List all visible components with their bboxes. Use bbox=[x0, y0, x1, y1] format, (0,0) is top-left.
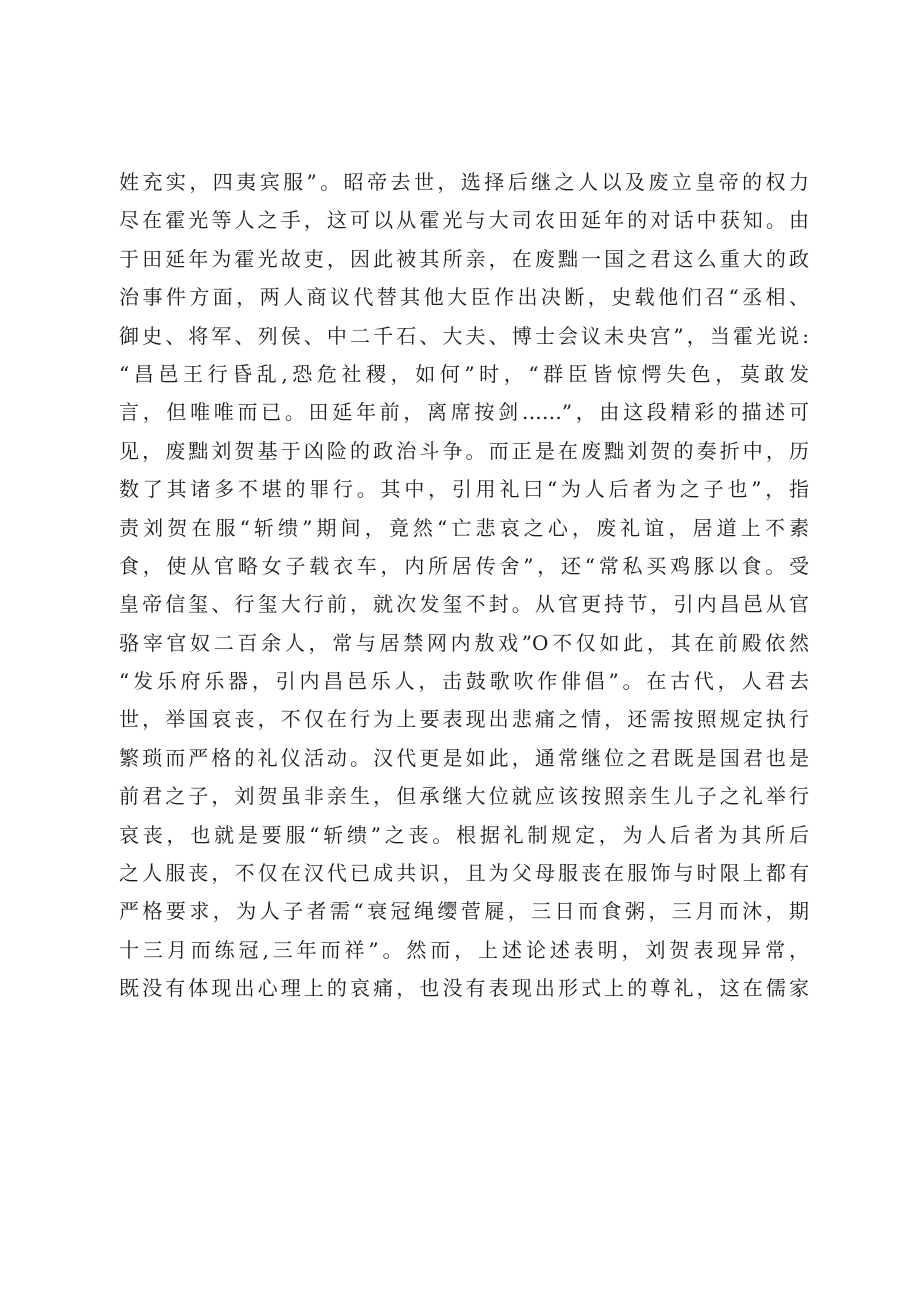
text-line: 严格要求，为人子者需“衰冠绳缨菅屣，三日而食粥，三月而沐，期 bbox=[119, 899, 809, 924]
text-line: 皇帝信玺、行玺大行前，就次发玺不封。从官更持节，引内昌邑从官 bbox=[119, 592, 809, 617]
text-line: 御史、将军、列侯、中二千石、大夫、博士会议未央宫”，当霍光说: bbox=[119, 323, 809, 348]
text-line: 之人服丧，不仅在汉代已成共识，且为父母服丧在服饰与时限上都有 bbox=[119, 861, 809, 886]
text-line: 繁琐而严格的礼仪活动。汉代更是如此，通常继位之君既是国君也是 bbox=[119, 745, 809, 770]
text-line: 责刘贺在服“斩缋”期间，竟然“亡悲哀之心，废礼谊，居道上不素 bbox=[119, 515, 809, 540]
text-line: 数了其诸多不堪的罪行。其中，引用礼曰“为人后者为之子也”，指 bbox=[119, 477, 809, 502]
text-line: 哀丧，也就是要服“斩缋”之丧。根据礼制规定，为人后者为其所后 bbox=[119, 822, 809, 847]
text-line: 于田延年为霍光故吏，因此被其所亲，在废黜一国之君这么重大的政 bbox=[119, 246, 809, 271]
text-line: 食，使从官略女子载衣车，内所居传舍”，还“常私买鸡豚以食。受 bbox=[119, 553, 809, 578]
text-line: 尽在霍光等人之手，这可以从霍光与大司农田延年的对话中获知。由 bbox=[119, 208, 809, 233]
text-line: “昌邑王行昏乱,恐危社稷，如何”时，“群臣皆惊愕失色，莫敢发 bbox=[119, 361, 809, 386]
text-line: 见，废黜刘贺基于凶险的政治斗争。而正是在废黜刘贺的奏折中，历 bbox=[119, 438, 809, 463]
text-line: 姓充实，四夷宾服”。昭帝去世，选择后继之人以及废立皇帝的权力 bbox=[119, 170, 809, 194]
text-line: “发乐府乐器，引内昌邑乐人，击鼓歌吹作俳倡”。在古代，人君去 bbox=[119, 669, 809, 694]
text-line: 言，但唯唯而已。田延年前，离席按剑……”，由这段精彩的描述可 bbox=[119, 400, 809, 425]
body-paragraph bbox=[119, 163, 809, 1008]
text-line: 骆宰官奴二百余人，常与居禁网内敖戏”O不仅如此，其在前殿依然 bbox=[119, 630, 809, 655]
text-line: 十三月而练冠,三年而祥”。然而，上述论述表明，刘贺表现异常， bbox=[119, 937, 809, 962]
text-line: 治事件方面，两人商议代替其他大臣作出决断，史载他们召“丞相、 bbox=[119, 285, 809, 310]
text-line: 前君之子，刘贺虽非亲生，但承继大位就应该按照亲生儿子之礼举行 bbox=[119, 784, 809, 809]
text-line: 既没有体现出心理上的哀痛，也没有表现出形式上的尊礼，这在儒家 bbox=[119, 976, 809, 1001]
text-line: 世，举国哀丧，不仅在行为上要表现出悲痛之情，还需按照规定执行 bbox=[119, 707, 809, 732]
